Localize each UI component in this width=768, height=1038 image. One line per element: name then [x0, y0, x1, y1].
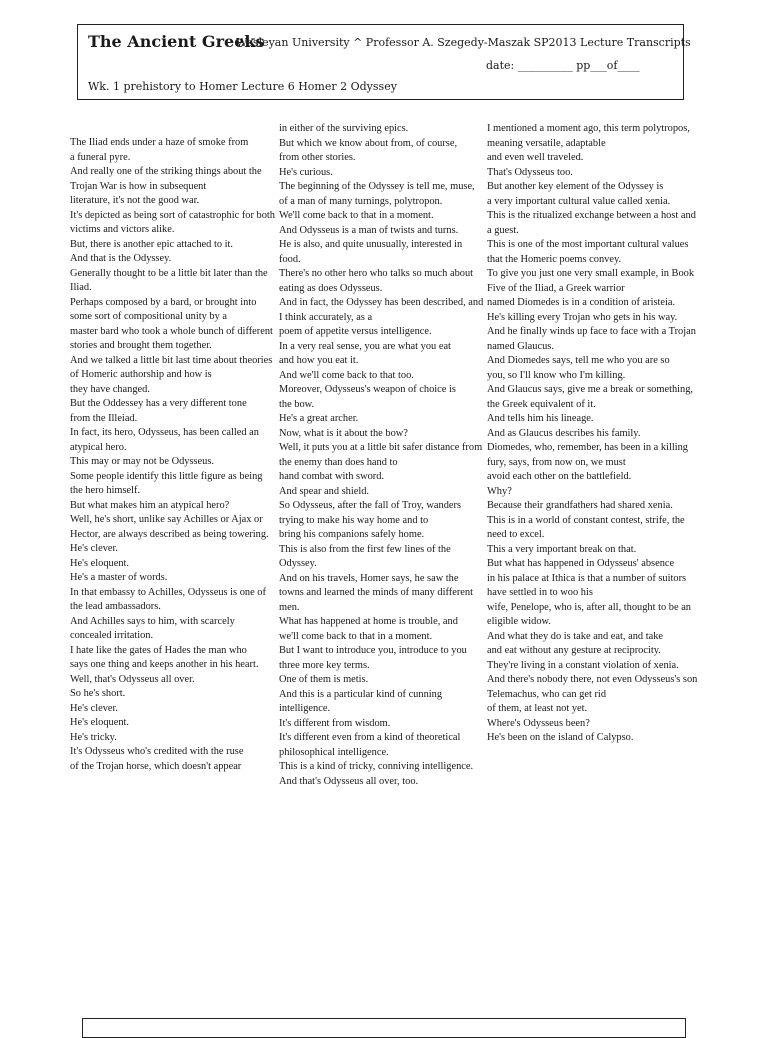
transcript-line: you, so I'll know who I'm killing.: [487, 369, 626, 381]
transcript-line: It's different even from a kind of theoretical philosophical intelligence.: [279, 732, 461, 758]
transcript-line: The Iliad ends under a haze of smoke from: [70, 137, 249, 148]
transcript-line: and how you eat it.: [279, 355, 359, 366]
transcript-line: and even well traveled.: [487, 152, 584, 163]
transcript-line: In that embassy to Achilles, Odysseus is one of the lead ambassadors.: [70, 586, 266, 612]
transcript-line: And Achilles says to him, with scarcely concealed irritation.: [70, 615, 235, 641]
transcript-line: they have changed.: [70, 383, 150, 395]
transcript-line: avoid each other on the battlefield.: [487, 471, 632, 482]
transcript-line: This is one of the most important cultural values that the Homeric poems convey.: [487, 239, 689, 265]
transcript-line: This a very important break on that.: [487, 543, 637, 555]
transcript-line: He's clever.: [70, 543, 119, 554]
transcript-line: So Odysseus, after the fall of Troy, wanders trying to make his way home and to: [279, 500, 462, 526]
transcript-line: He's clever.: [70, 702, 119, 714]
course-title: The Ancient Greeks: [88, 32, 265, 51]
transcript-line: There's no other hero who talks so much about eating as does Odysseus.: [279, 268, 474, 294]
transcript-line: Moreover, Odysseus's weapon of choice is: [279, 384, 456, 395]
transcript-line: named Diomedes is in a condition of aristeia.: [487, 297, 676, 308]
transcript-line: He's a great archer.: [279, 413, 359, 424]
transcript-line: This may or may not be Odysseus.: [70, 456, 215, 467]
transcript-line: And on his travels, Homer says, he saw the: [279, 572, 459, 584]
transcript-line: In fact, its hero, Odysseus, has been called an atypical hero.: [70, 427, 259, 453]
transcript-line: wife, Penelope, who is, after all, thought to be an eligible widow.: [487, 601, 692, 627]
transcript-line: hand combat with sword.: [279, 471, 385, 482]
transcript-line: And we'll come back to that too.: [279, 369, 414, 381]
transcript-line: I mentioned a moment ago, this term polytropos, meaning versatile, adaptable: [487, 123, 690, 149]
transcript-line: from the Illeiad.: [70, 412, 138, 424]
transcript-line: We'll come back to that in a moment.: [279, 210, 434, 221]
transcript-line: But what has happened in Odysseus' absence: [487, 558, 675, 569]
transcript-line: This is the ritualized exchange between a host and a guest.: [487, 210, 696, 236]
transcript-line: And this is a particular kind of cunning intelligence.: [279, 688, 443, 714]
transcript-line: He's a master of words.: [70, 572, 168, 583]
transcript-line: Well, he's short, unlike say Achilles or Ajax or Hector, are always described as being towering.: [70, 514, 269, 540]
transcript-line: But which we know about from, of course,: [279, 137, 458, 149]
transcript-column-3: [487, 122, 699, 746]
footer-box: [82, 1018, 686, 1038]
transcript-line: And he finally winds up face to face with a Trojan named Glaucus.: [487, 326, 696, 352]
transcript-line: in either of the surviving epics.: [279, 123, 409, 134]
transcript-line: One of them is metis.: [279, 674, 369, 685]
transcript-line: I hate like the gates of Hades the man who: [70, 644, 247, 656]
transcript-line: This is also from the first few lines of the Odyssey.: [279, 543, 451, 569]
transcript-line: from other stories.: [279, 152, 356, 163]
transcript-line: They're living in a constant violation of xenia.: [487, 659, 679, 671]
transcript-line: What has happened at home is trouble, and: [279, 616, 458, 627]
transcript-line: It's different from wisdom.: [279, 717, 391, 729]
transcript-line: Now, what is it about the bow?: [279, 427, 408, 439]
transcript-line: This is a kind of tricky, conniving intelligence.: [279, 761, 474, 772]
transcript-line: But another key element of the Odyssey is: [487, 181, 664, 192]
transcript-line: In a very real sense, you are what you eat: [279, 340, 451, 352]
transcript-line: He's killing every Trojan who gets in his way.: [487, 311, 678, 323]
transcript-line: And Odysseus is a man of twists and turns.: [279, 224, 459, 236]
transcript-line: It's Odysseus who's credited with the ruse: [70, 746, 244, 757]
transcript-line: And spear and shield.: [279, 485, 370, 497]
transcript-line: of the Trojan horse, which doesn't appear: [70, 760, 242, 772]
transcript-line: Perhaps composed by a bard, or brought into some sort of compositional unity by a: [70, 296, 257, 322]
transcript-line: And that is the Odyssey.: [70, 253, 172, 264]
transcript-line: And Glaucus says, give me a break or something, the Greek equivalent of it.: [487, 384, 694, 410]
transcript-line: It's depicted as being sort of catastrophic for both victims and victors alike.: [70, 209, 276, 235]
transcript-line: And there's nobody there, not even Odysseus's son Telemachus, who can get rid: [487, 674, 698, 700]
transcript-line: poem of appetite versus intelligence.: [279, 326, 432, 337]
transcript-line: The beginning of the Odyssey is tell me, muse, of a man of many turnings, polytropon.: [279, 181, 475, 207]
week-lecture-line: Wk. 1 prehistory to Homer Lecture 6 Homer 2 Odyssey: [88, 80, 397, 93]
transcript-line: Because their grandfathers had shared xenia.: [487, 500, 673, 511]
transcript-line: towns and learned the minds of many different men.: [279, 587, 474, 613]
transcript-line: Where's Odysseus been?: [487, 717, 590, 729]
transcript-line: a very important cultural value called xenia.: [487, 195, 671, 207]
transcript-line: master bard who took a whole bunch of different stories and brought them together.: [70, 325, 273, 351]
header-box: [77, 24, 691, 100]
transcript-line: He is also, and quite unusually, interested in food.: [279, 239, 463, 265]
transcript-line: Well, that's Odysseus all over.: [70, 673, 195, 685]
transcript-line: a funeral pyre.: [70, 151, 131, 163]
transcript-line: And Diomedes says, tell me who you are so: [487, 355, 670, 366]
transcript-line: And that's Odysseus all over, too.: [279, 775, 419, 787]
transcript-line: of them, at least not yet.: [487, 703, 588, 714]
transcript-column-1: [70, 136, 275, 774]
transcript-line: Some people identify this little figure as being the hero himself.: [70, 470, 263, 496]
transcript-line: literature, it's not the good war.: [70, 195, 200, 206]
transcript-line: He's eloquent.: [70, 717, 130, 728]
transcript-line: in his palace at Ithica is that a number of suitors have settled in to woo his: [487, 572, 687, 598]
transcript-line: Generally thought to be a little bit later than the Iliad.: [70, 267, 268, 293]
institution-line: Wesleyan University ^ Professor A. Szegedy-Maszak SP2013 Lecture Transcripts: [236, 36, 691, 49]
transcript-line: And in fact, the Odyssey has been described, and I think accurately, as a: [279, 297, 484, 323]
transcript-line: This is in a world of constant contest, strife, the need to excel.: [487, 514, 685, 540]
transcript-line: we'll come back to that in a moment.: [279, 630, 433, 642]
transcript-line: But I want to introduce you, introduce to you three more key terms.: [279, 645, 467, 671]
transcript-line: the bow.: [279, 398, 315, 410]
transcript-line: Why?: [487, 485, 512, 497]
transcript-line: and eat without any gesture at reciprocity.: [487, 645, 661, 656]
transcript-line: And as Glaucus describes his family.: [487, 427, 641, 439]
transcript-line: bring his companions safely home.: [279, 529, 425, 540]
transcript-line: And really one of the striking things about the Trojan War is how in subsequent: [70, 166, 262, 192]
transcript-line: Diomedes, who, remember, has been in a killing fury, says, from now on, we must: [487, 442, 688, 468]
transcript-line: He's curious.: [279, 166, 333, 178]
transcript-line: He's eloquent.: [70, 557, 130, 569]
transcript-line: And tells him his lineage.: [487, 413, 594, 424]
transcript-line: But what makes him an atypical hero?: [70, 499, 230, 511]
transcript-line: And what they do is take and eat, and take: [487, 630, 664, 642]
transcript-line: To give you just one very small example, in Book Five of the Iliad, a Greek warrior: [487, 268, 695, 294]
date-line: date: __________ pp___of____: [486, 59, 640, 72]
transcript-line: And we talked a little bit last time about theories of Homeric authorship and how is: [70, 354, 273, 380]
transcript-line: He's been on the island of Calypso.: [487, 732, 634, 743]
transcript-line: That's Odysseus too.: [487, 166, 573, 178]
transcript-line: But the Oddessey has a very different tone: [70, 398, 247, 409]
transcript-line: But, there is another epic attached to it.: [70, 238, 234, 250]
transcript-line: says one thing and keeps another in his heart.: [70, 659, 259, 670]
transcript-line: He's tricky.: [70, 731, 117, 743]
transcript-column-2: [279, 122, 485, 789]
transcript-line: Well, it puts you at a little bit safer distance from the enemy than does hand to: [279, 442, 483, 468]
transcript-line: So he's short.: [70, 688, 126, 699]
